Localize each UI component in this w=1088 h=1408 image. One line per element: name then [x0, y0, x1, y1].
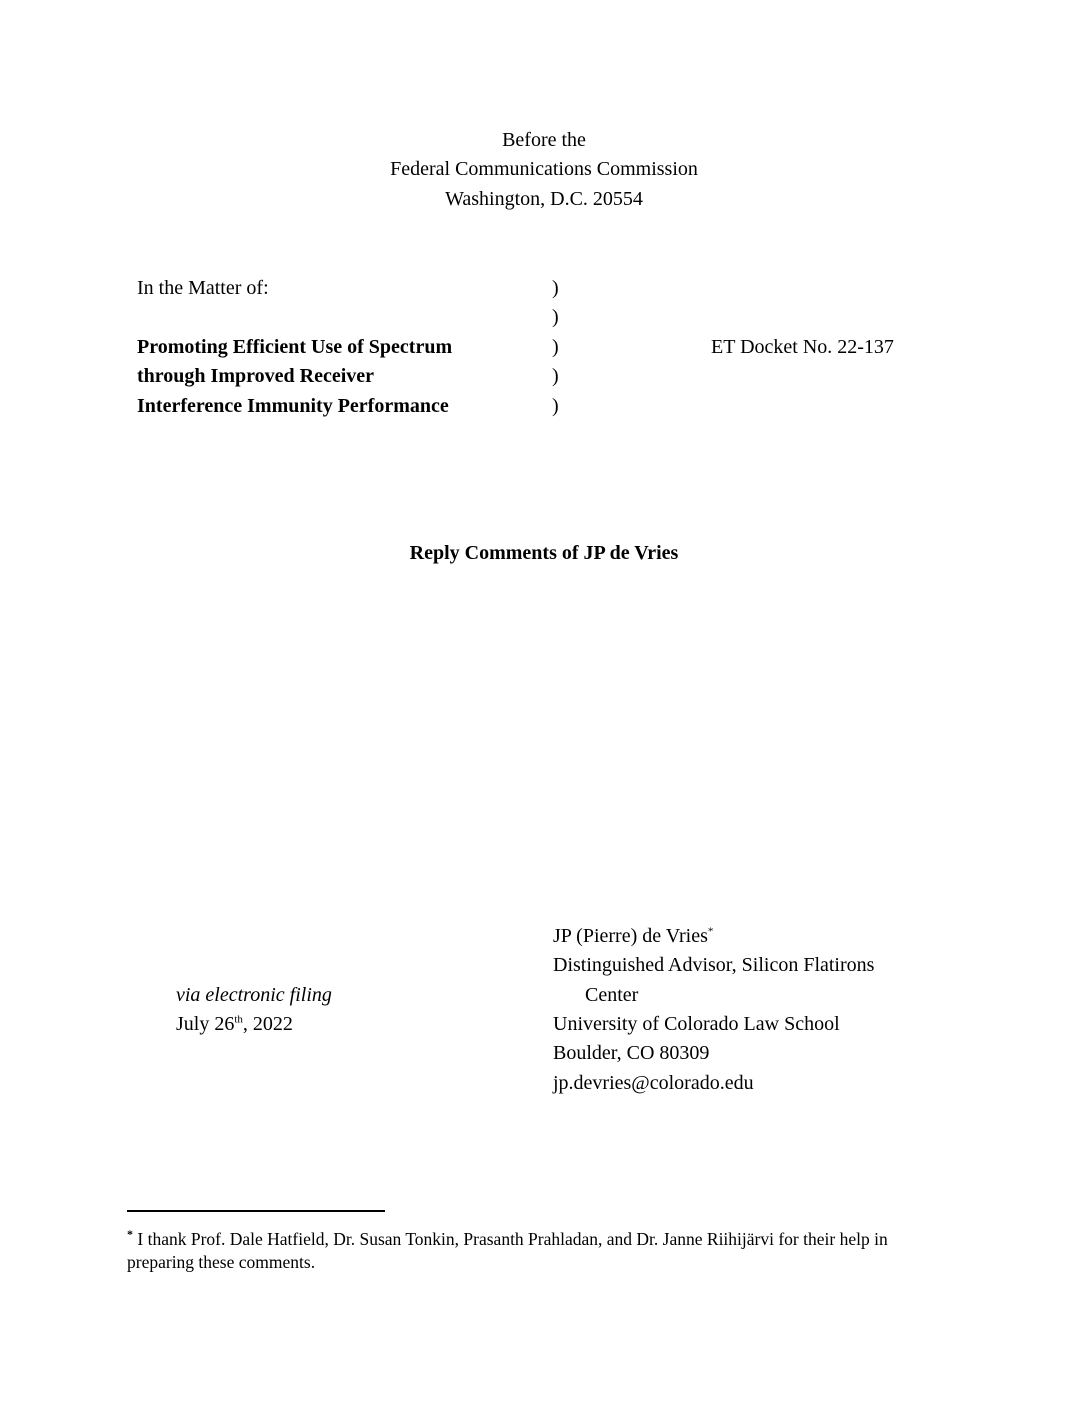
caption-paren: ) [552, 365, 559, 387]
footnote-reference: * [707, 925, 714, 938]
document-title: Reply Comments of JP de Vries [409, 542, 679, 564]
header-line-address: Washington, D.C. 20554 [445, 188, 643, 210]
signer-title-line-1: Distinguished Advisor, Silicon Flatirons [553, 954, 875, 976]
signer-email: jp.devries@colorado.edu [553, 1072, 754, 1094]
filing-date-day: July 26 [176, 1013, 235, 1035]
filing-date-year: , 2022 [242, 1013, 293, 1035]
filing-method: via electronic filing [176, 984, 332, 1006]
proceeding-title-line-3: Interference Immunity Performance [137, 395, 449, 417]
proceeding-title-line-2: through Improved Receiver [137, 365, 375, 387]
footnote-mark: * [127, 1227, 133, 1242]
docket-number: ET Docket No. 22-137 [711, 336, 894, 358]
proceeding-title-line-1: Promoting Efficient Use of Spectrum [137, 336, 453, 358]
filing-date [176, 1013, 293, 1036]
caption-paren: ) [552, 336, 559, 358]
signer-address: Boulder, CO 80309 [553, 1042, 710, 1064]
footnote-separator [127, 1210, 385, 1212]
signer-organization: University of Colorado Law School [553, 1013, 840, 1035]
signer-title-line-2: Center [585, 984, 639, 1006]
footnote-text: I thank Prof. Dale Hatfield, Dr. Susan Tonkin, Prasanth Prahladan, and Dr. Janne Riihijärvi for their help in preparing these comments. [127, 1229, 888, 1272]
caption-paren: ) [552, 277, 559, 299]
signer-name-text: JP (Pierre) de Vries [553, 925, 708, 947]
matter-label: In the Matter of: [137, 277, 269, 299]
header-line-agency: Federal Communications Commission [390, 158, 698, 180]
header-line-before: Before the [502, 129, 586, 151]
filing-date-ordinal: th [234, 1013, 243, 1026]
signer-name [553, 925, 713, 948]
caption-paren: ) [552, 395, 559, 417]
footnote [127, 1228, 937, 1274]
caption-paren: ) [552, 306, 559, 328]
